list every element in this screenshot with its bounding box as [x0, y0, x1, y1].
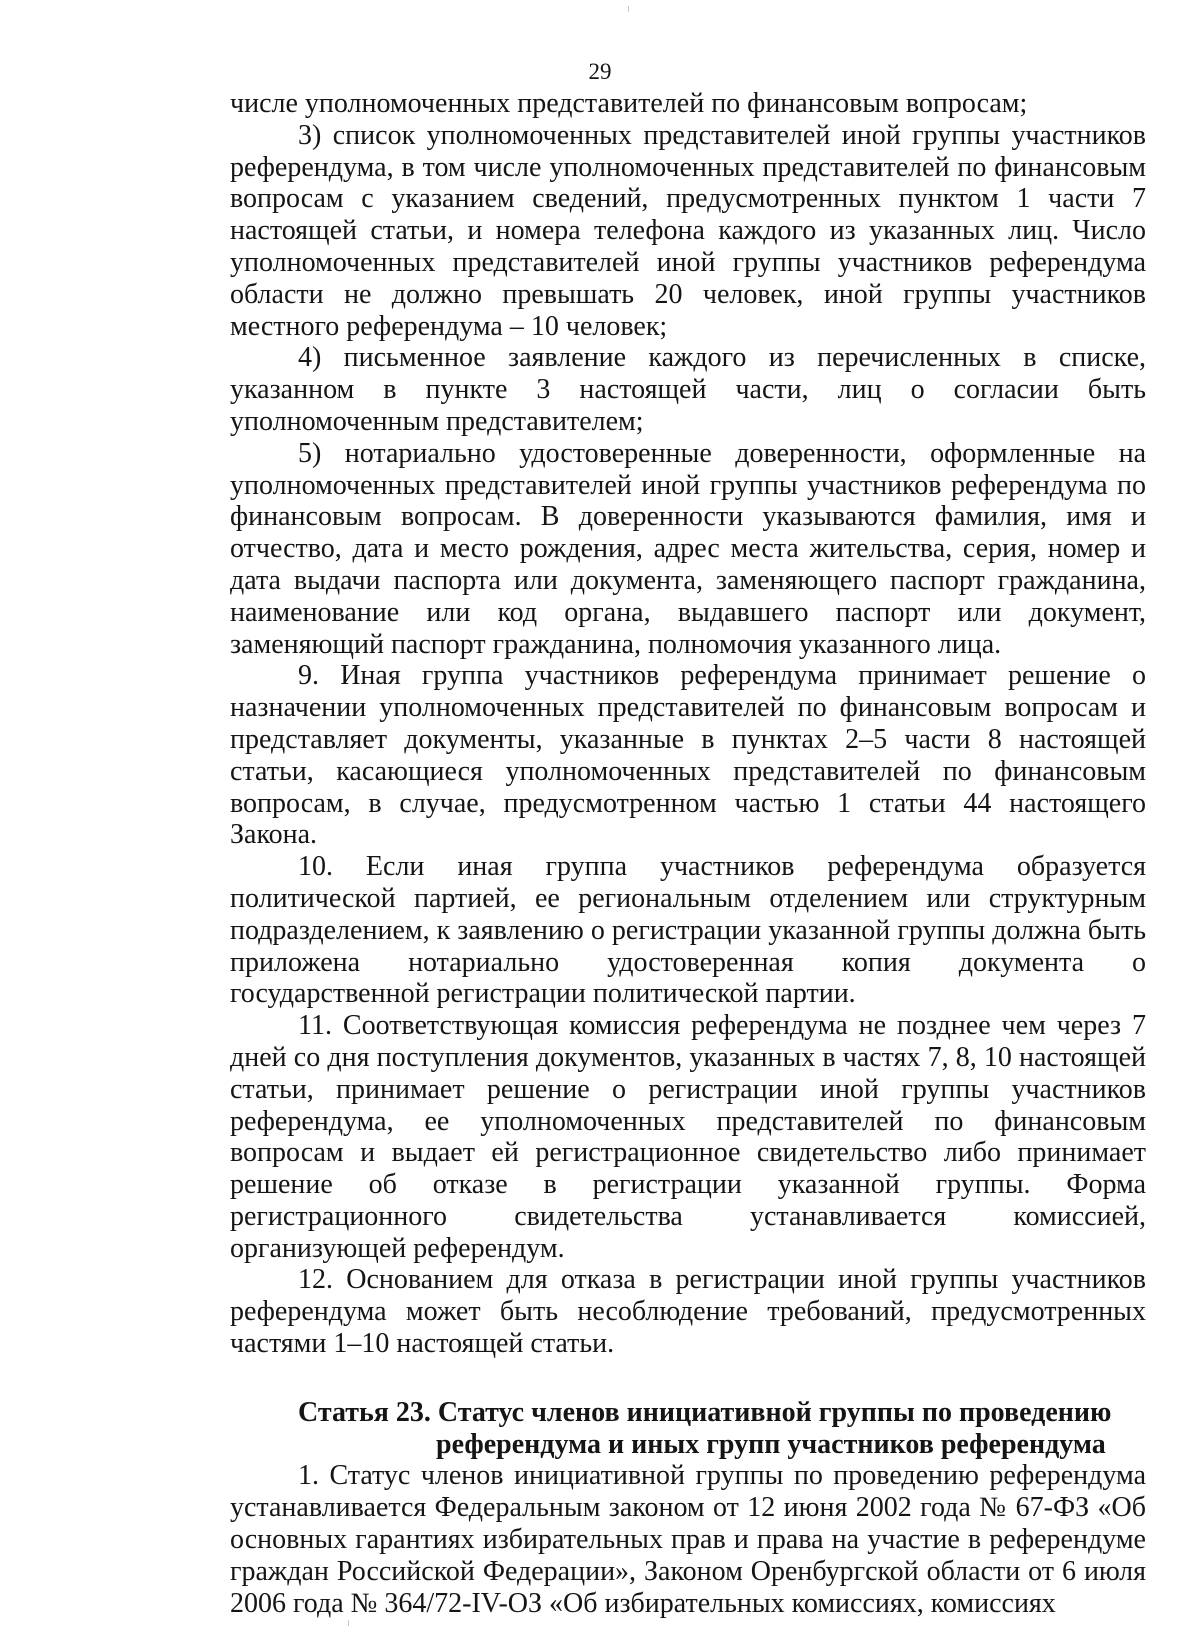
paragraph-continuation: числе уполномоченных представителей по финансовым вопросам; — [230, 88, 1028, 119]
paragraph-part-11: 11. Соответствующая комиссия референдума не позднее чем через 7 дней со дня поступления документов, указанных в частях 7, 8, 10 настоящей статьи, принимает решение о регистрации иной группы участников референдума, ее уполномоченных представителей по финансовым вопросам и выдает ей регистрационное свидетельство либо принимает решение об отказе в регистрации указанной группы. Форма регистрационного свидетельства устанавливается комиссией, организующей референдум. — [230, 1010, 1146, 1264]
article-heading-line-1: Статья 23. Статус членов инициативной группы по проведению — [298, 1396, 1112, 1428]
paragraph-part-9: 9. Иная группа участников референдума принимает решение о назначении уполномоченных представителей по финансовым вопросам и представляет документы, указанные в пунктах 2–5 части 8 настоящей статьи, касающиеся уполномоченных представителей по финансовым вопросам, в случае, предусмотренном частью 1 статьи 44 настоящего Закона. — [230, 660, 1146, 851]
scan-artifact-mark — [628, 6, 629, 12]
page-number: 29 — [588, 59, 612, 84]
article-paragraph-1: 1. Статус членов инициативной группы по проведению референдума устанавливается Федеральным законом от 12 июня 2002 года № 67-ФЗ «Об основных гарантиях избирательных прав и права на участие в референдуме граждан Российской Федерации», Законом Оренбургской области от 6 июля 2006 года № 364/72-IV-ОЗ «Об избирательных комиссиях, комиссиях — [230, 1460, 1146, 1619]
paragraph-item-5: 5) нотариально удостоверенные доверенности, оформленные на уполномоченных представителей иной группы участников референдума по финансовым вопросам. В доверенности указываются фамилия, имя и отчество, дата и место рождения, адрес места жительства, серия, номер и дата выдачи паспорта или документа, заменяющего паспорт гражданина, наименование или код органа, выдавшего паспорт или документ, заменяющий паспорт гражданина, полномочия указанного лица. — [230, 437, 1146, 660]
article-heading — [230, 1397, 1146, 1461]
document-body — [230, 88, 1146, 1619]
scan-artifact-mark — [348, 1620, 349, 1626]
paragraph-item-4: 4) письменное заявление каждого из перечисленных в списке, указанном в пункте 3 настоящей части, лиц о согласии быть уполномоченным представителем; — [230, 342, 1146, 437]
paragraph-item-3: 3) список уполномоченных представителей иной группы участников референдума, в том числе уполномоченных представителей по финансовым вопросам с указанием сведений, предусмотренных пунктом 1 части 7 настоящей статьи, и номера телефона каждого из указанных лиц. Число уполномоченных представителей иной группы участников референдума области не должно превышать 20 человек, иной группы участников местного референдума – 10 человек; — [230, 119, 1146, 342]
paragraph-part-10: 10. Если иная группа участников референдума образуется политической партией, ее региональным отделением или структурным подразделением, к заявлению о регистрации указанной группы должна быть приложена нотариально удостоверенная копия документа о государственной регистрации политической партии. — [230, 851, 1146, 1010]
article-heading-line-2: референдума и иных групп участников референдума — [436, 1428, 1106, 1460]
paragraph-part-12: 12. Основанием для отказа в регистрации иной группы участников референдума может быть несоблюдение требований, предусмотренных частями 1–10 настоящей статьи. — [230, 1264, 1146, 1360]
